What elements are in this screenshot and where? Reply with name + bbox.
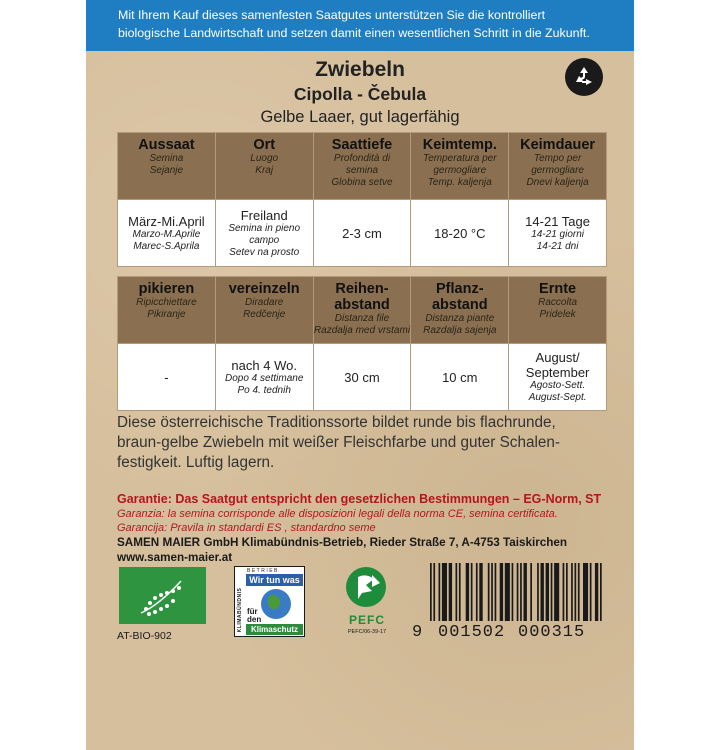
barcode-bar [488, 563, 490, 621]
product-title: Zwiebeln [315, 58, 405, 81]
description-text [117, 413, 607, 473]
barcode-bar [595, 563, 598, 621]
company-website: www.samen-maier.at [117, 551, 233, 564]
barcode-bar [456, 563, 458, 621]
banner-line-2: biologische Landwirtschaft und setzen damit einen wesentlichen Schritt in die Zukunft. [118, 26, 590, 40]
temp-value-cell: 18-20 °C [411, 200, 509, 267]
barcode-bar [491, 563, 493, 621]
row-spacing-value-cell: 30 cm [313, 344, 411, 411]
harvest-header-cell: Ernte Raccolta Pridelek [509, 277, 607, 344]
description-line: braun-gelbe Zwiebeln mit weißer Fleischfarbe und guter Schalen- [117, 434, 560, 451]
thin-header-cell: vereinzeln Diradare Redčenje [215, 277, 313, 344]
description-line: Diese österreichische Traditionssorte bildet runde bis flachrunde, [117, 414, 556, 431]
barcode-bar [554, 563, 559, 621]
location-header-cell: Ort Luogo Kraj [215, 133, 313, 200]
recycle-icon [565, 58, 603, 96]
plant-spacing-value-cell: 10 cm [411, 344, 509, 411]
barcode-bar [500, 563, 503, 621]
pefc-tree-icon [336, 565, 398, 615]
duration-value-cell: 14-21 Tage 14-21 giorni 14-21 dni [509, 200, 607, 267]
barcode-bar [578, 563, 580, 621]
sowing-header-cell: Aussaat Semina Sejanje [118, 133, 216, 200]
harvest-value-cell: August/ September Agosto-Sett. August-Sept. [509, 344, 607, 411]
barcode-bar [524, 563, 527, 621]
klimabuendnis-logo [234, 566, 305, 637]
eu-organic-leaf-icon [119, 567, 206, 624]
sowing-value-cell: März-Mi.April Marzo-M.Aprile Marec-S.Aprila [118, 200, 216, 267]
barcode-bar [520, 563, 522, 621]
barcode-bar [449, 563, 452, 621]
barcode-bar [600, 563, 602, 621]
barcode-bar [442, 563, 447, 621]
prick-value-cell: - [118, 344, 216, 411]
barcode-bar [541, 563, 544, 621]
sowing-table [117, 132, 607, 267]
depth-value-cell: 2-3 cm [313, 200, 411, 267]
pefc-code: PEFC/06-39-17 [347, 629, 387, 635]
barcode-bar [466, 563, 469, 621]
barcode-digit-first: 9 [412, 623, 423, 642]
barcode-bar [505, 563, 510, 621]
care-table [117, 276, 607, 411]
barcode-bar [459, 563, 461, 621]
barcode-bar [512, 563, 514, 621]
row-spacing-header-cell: Reihen-abstand Distanza file Razdalja med vrstami [313, 277, 411, 344]
pefc-label: PEFC [348, 613, 385, 627]
barcode-bar [566, 563, 568, 621]
company-address: SAMEN MAIER GmbH Klimabündnis-Betrieb, Rieder Straße 7, A-4753 Taiskirchen [117, 536, 568, 549]
bio-control-code: AT-BIO-902 [117, 630, 172, 642]
description-line: festigkeit. Luftig lagern. [117, 454, 275, 471]
product-variety: Gelbe Laaer, gut lagerfähig [260, 108, 460, 126]
barcode-bar [583, 563, 588, 621]
thin-value-cell: nach 4 Wo. Dopo 4 settimane Po 4. tednih [215, 344, 313, 411]
barcode-bar [471, 563, 473, 621]
barcode-bar [430, 563, 432, 621]
barcode-bar [590, 563, 592, 621]
duration-header-cell: Keimdauer Tempo per germogliare Dnevi kaljenja [509, 133, 607, 200]
barcode-bar [551, 563, 553, 621]
klima-den-text: den [247, 615, 262, 624]
info-banner [86, 0, 634, 51]
barcode-bar [495, 563, 497, 621]
pefc-logo [336, 565, 398, 641]
location-value-cell: Freiland Semina in pieno campo Setev na prosto [215, 200, 313, 267]
klima-fuer-text: für [247, 607, 258, 616]
barcode-bar [439, 563, 441, 621]
barcode-bar [476, 563, 478, 621]
plant-spacing-header-cell: Pflanz-abstand Distanza piante Razdalja sajenja [411, 277, 509, 344]
banner-line-1: Mit Ihrem Kauf dieses samenfesten Saatgutes unterstützen Sie die kontrolliert [118, 8, 546, 22]
barcode-digits-group2: 000315 [518, 623, 586, 642]
barcode-digits-group1: 001502 [438, 623, 506, 642]
barcode-bar [517, 563, 519, 621]
globe-icon [261, 589, 291, 619]
guarantee-it: Garanzia: la semina corrisponde alle disposizioni legali della norma CE, semina certificata. [117, 508, 558, 520]
klima-side-text: KLIMABÜNDNIS [237, 587, 243, 633]
barcode-bar [563, 563, 565, 621]
barcode-bars [426, 563, 606, 625]
ean-barcode [412, 563, 606, 643]
klima-top-text: BETRIEB [247, 568, 279, 574]
depth-header-cell: Saattiefe Profondità di semina Globina setve [313, 133, 411, 200]
barcode-bar [479, 563, 482, 621]
klima-schutz-text: Klimaschutz [246, 624, 303, 635]
guarantee-de: Garantie: Das Saatgut entspricht den gesetzlichen Bestimmungen – EG-Norm, ST [117, 492, 602, 506]
barcode-bar [530, 563, 532, 621]
barcode-bar [433, 563, 435, 621]
barcode-bar [575, 563, 577, 621]
guarantee-sl: Garancija: Pravila in standardi ES , standardno seme [117, 522, 376, 534]
prick-header-cell: pikieren Ripicchiettare Pikiranje [118, 277, 216, 344]
product-subtitle: Cipolla - Čebula [293, 84, 427, 104]
barcode-bar [537, 563, 539, 621]
klima-main-text: Wir tun was [246, 574, 303, 586]
temp-header-cell: Keimtemp. Temperatura per germogliare Temp. kaljenja [411, 133, 509, 200]
barcode-bar [571, 563, 573, 621]
seed-packet-back [86, 0, 634, 750]
barcode-bar [546, 563, 549, 621]
